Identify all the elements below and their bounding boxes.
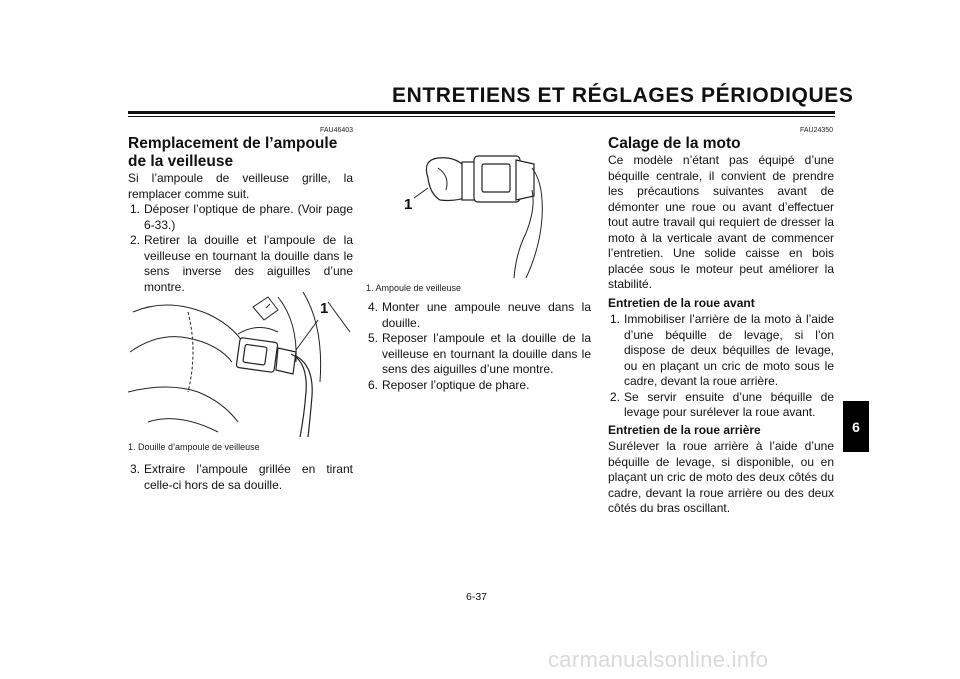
step-text: Retirer la douille et l’ampoule de la veilleuse en tournant la douille dans le sens inverse des aiguilles d’une montre.	[144, 233, 353, 294]
step-number: 4.	[367, 300, 378, 314]
step-number: 6.	[367, 377, 378, 392]
figure-caption: 1. Douille d’ampoule de veilleuse	[128, 442, 260, 452]
step-text: Déposer l’optique de phare. (Voir page 6-33.)	[144, 202, 353, 232]
step-text: Monter une ampoule neuve dans la douille.	[382, 300, 591, 330]
list-item	[608, 312, 834, 390]
steps-list	[608, 312, 834, 421]
chapter-tab: 6	[843, 401, 869, 452]
subheading-rear-wheel: Entretien de la roue arrière	[608, 423, 761, 437]
header-rule-thin	[128, 116, 835, 117]
step-text: Se servir ensuite d’une béquille de levage pour surélever la roue avant.	[624, 389, 834, 419]
list-item	[366, 300, 591, 331]
intro-paragraph: Si l’ampoule de veilleuse grille, la remplacer comme suit.	[128, 171, 353, 201]
section-heading: Remplacement de l’ampoule de la veilleuse	[128, 135, 338, 170]
list-item	[128, 202, 353, 233]
steps-list	[128, 202, 353, 295]
step-number: 2.	[609, 389, 620, 404]
list-item	[366, 378, 591, 394]
steps-list-continued	[128, 462, 353, 493]
header-rule	[128, 111, 835, 114]
step-number: 5.	[367, 331, 378, 345]
list-item	[608, 390, 834, 421]
rear-wheel-paragraph: Surélever la roue arrière à l’aide d’une béquille de levage, si disponible, ou en plaçant un cric de moto des deux côtés du cadre, devant la roue arrière ou des deux côtés du bras oscillant.	[608, 439, 834, 515]
figure-callout: 1	[320, 300, 329, 317]
list-item	[128, 233, 353, 295]
steps-list	[366, 300, 591, 393]
bulb-illustration	[366, 138, 591, 278]
watermark: carmanualsonline.info	[548, 647, 769, 672]
step-number: 1.	[609, 312, 620, 326]
list-item	[128, 462, 353, 493]
figure-callout: 1	[404, 196, 413, 213]
section-code: FAU24350	[800, 127, 834, 134]
intro-paragraph: Ce modèle n’étant pas équipé d’une béquille centrale, il convient de prendre les précautions suivantes avant de démonter une roue ou avant d’effectuer tout autre travail qui requiert de dresser la moto à la verticale avant de commencer l’entretien. Une solide caisse en bois placée sous le moteur peut améliorer la stabilité.	[608, 153, 834, 291]
step-text: Reposer l’optique de phare.	[382, 377, 530, 392]
section-code: FAU46403	[320, 127, 354, 134]
list-item	[366, 331, 591, 378]
step-number: 2.	[129, 233, 140, 247]
section-heading: Calage de la moto	[608, 135, 741, 152]
step-text: Extraire l’ampoule grillée en tirant celle-ci hors de sa douille.	[144, 462, 353, 492]
figure-caption: 1. Ampoule de veilleuse	[366, 283, 462, 293]
chapter-title: ENTRETIENS ET RÉGLAGES PÉRIODIQUES	[392, 84, 854, 107]
step-number: 1.	[129, 202, 140, 216]
step-text: Immobiliser l’arrière de la moto à l’aide d’une béquille de levage, si l’on dispose de deux béquilles de levage, ou en plaçant un cric de moto sous le cadre, devant la roue arrière.	[624, 312, 834, 388]
step-number: 3.	[129, 462, 140, 476]
figure-socket	[128, 292, 353, 437]
subheading-front-wheel: Entretien de la roue avant	[608, 296, 755, 310]
figure-bulb	[366, 138, 591, 278]
step-text: Reposer l’ampoule et la douille de la veilleuse en tournant la douille dans le sens des aiguilles d’une montre.	[382, 331, 591, 376]
page-number: 6-37	[466, 591, 488, 603]
